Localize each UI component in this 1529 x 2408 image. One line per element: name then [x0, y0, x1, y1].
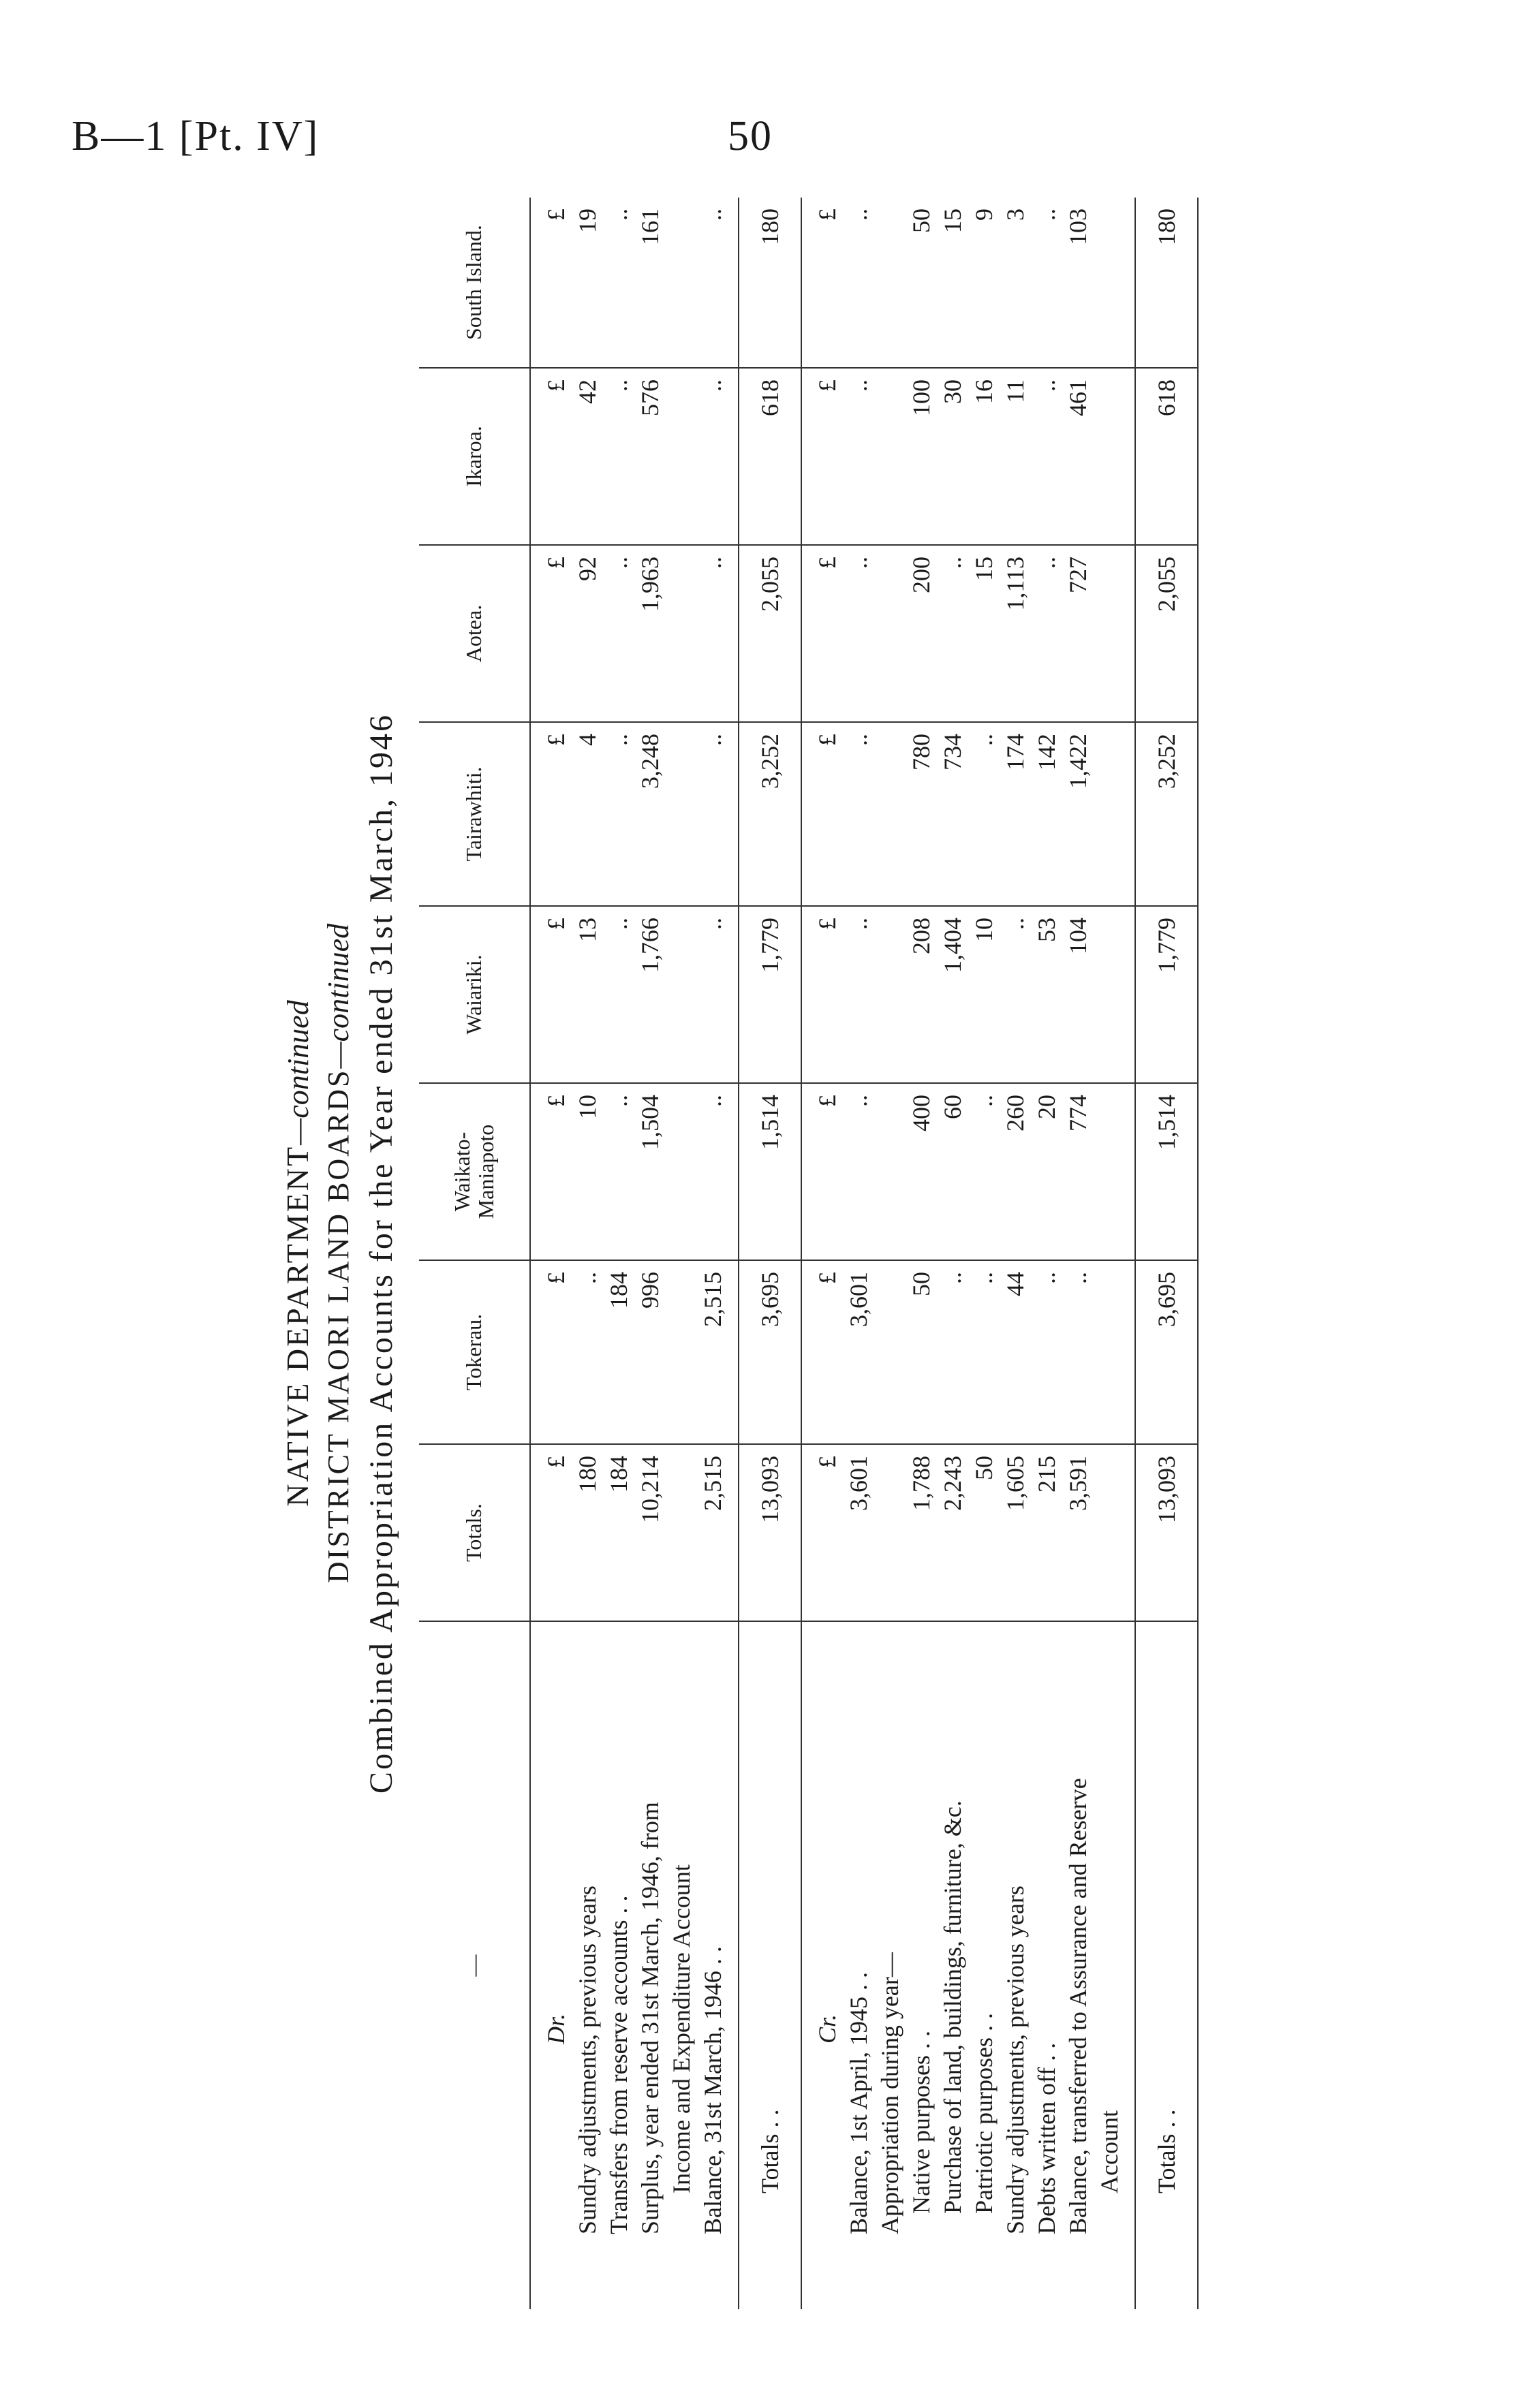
cell-value: 13 [572, 906, 603, 1083]
cell-value [666, 722, 697, 906]
cell-value: 1,788 [906, 1444, 937, 1621]
col-header-tokerau: Tokerau. [419, 1260, 530, 1444]
row-label [739, 1621, 801, 2309]
cell-value: 10 [968, 906, 1000, 1083]
cell-value [874, 545, 906, 722]
row-label-text: Surplus, year ended 31st March, 1946, from [636, 1802, 664, 2234]
col-header-ikaroa: Ikaroa. [419, 368, 530, 545]
cell-value: 400 [906, 1083, 937, 1260]
cell-value: 734 [937, 722, 968, 906]
cr-row [937, 198, 968, 2309]
cell-value: 3,248 [634, 722, 666, 906]
cell-value: 1,779 [1135, 906, 1198, 1083]
cell-value: 3,252 [739, 722, 801, 906]
row-label [843, 1621, 874, 2309]
cell-value: £ [801, 1260, 843, 1444]
cell-value: 208 [906, 906, 937, 1083]
row-label [968, 1621, 1000, 2309]
cell-value: £ [801, 545, 843, 722]
cell-value: £ [530, 545, 572, 722]
cell-value [1094, 545, 1135, 722]
cell-value [874, 198, 906, 368]
cell-value: .. [843, 1083, 874, 1260]
cell-value [1094, 198, 1135, 368]
header-row [419, 198, 530, 2309]
row-label [937, 1621, 968, 2309]
cell-value: 16 [968, 368, 1000, 545]
cell-value: .. [968, 722, 1000, 906]
cell-value: 618 [1135, 368, 1198, 545]
cell-value: 576 [634, 368, 666, 545]
row-label-text: Totals . . [756, 2109, 784, 2193]
cell-value: £ [801, 1444, 843, 1621]
cell-value: 180 [1135, 198, 1198, 368]
row-label-text: Totals . . [1153, 2109, 1180, 2193]
cell-value: 3 [1000, 198, 1031, 368]
dr-row [697, 198, 739, 2309]
title-boards: DISTRICT MAORI LAND BOARDS—continued [322, 923, 355, 1584]
cell-value [1094, 1444, 1135, 1621]
cell-value: .. [697, 722, 739, 906]
cell-value: £ [801, 368, 843, 545]
cell-value: £ [801, 1083, 843, 1260]
cell-value: .. [572, 1260, 603, 1444]
cell-value: .. [603, 198, 634, 368]
table-titles [259, 198, 400, 2309]
cell-value: 1,605 [1000, 1444, 1031, 1621]
cell-value: 780 [906, 722, 937, 906]
cell-value [666, 1083, 697, 1260]
row-label [906, 1621, 937, 2309]
row-label [634, 1621, 666, 2309]
cell-value: 20 [1031, 1083, 1062, 1260]
row-label-text: Native purposes . . [908, 2031, 935, 2214]
cell-value: .. [968, 1083, 1000, 1260]
cell-value [1094, 1083, 1135, 1260]
cell-value: 461 [1062, 368, 1094, 545]
cr-row [1094, 198, 1135, 2309]
row-label-text: Income and Expenditure Account [668, 1864, 695, 2193]
cell-value: £ [530, 722, 572, 906]
row-label-text: Sundry adjustments, previous years [1002, 1886, 1029, 2234]
cell-value: £ [801, 198, 843, 368]
cell-value: 2,243 [937, 1444, 968, 1621]
cr-row [1000, 198, 1031, 2309]
cell-value: £ [530, 1083, 572, 1260]
cell-value: 1,404 [937, 906, 968, 1083]
cell-value: 3,695 [739, 1260, 801, 1444]
row-label [697, 1621, 739, 2309]
dr-heading-row [530, 198, 572, 2309]
cell-value [874, 368, 906, 545]
row-label-text: Cr. [814, 2014, 841, 2044]
cell-value: 2,055 [1135, 545, 1198, 722]
cell-value [666, 545, 697, 722]
cell-value: 1,779 [739, 906, 801, 1083]
row-label [530, 1621, 572, 2309]
cell-value: 19 [572, 198, 603, 368]
cr-totals-row [1135, 198, 1198, 2309]
cell-value: 42 [572, 368, 603, 545]
cell-value: 142 [1031, 722, 1062, 906]
cell-value: 103 [1062, 198, 1094, 368]
cell-value: 50 [906, 1260, 937, 1444]
cell-value [666, 198, 697, 368]
col-header-tairawhiti: Tairawhiti. [419, 722, 530, 906]
cell-value: .. [697, 1083, 739, 1260]
row-label-text: Balance, transferred to Assurance and Reserve [1064, 1778, 1092, 2234]
cell-value: 200 [906, 545, 937, 722]
row-label-text: Purchase of land, buildings, furniture, &c. [939, 1800, 966, 2214]
cell-value: 30 [937, 368, 968, 545]
cell-value: 1,514 [739, 1083, 801, 1260]
cell-value: .. [603, 368, 634, 545]
document-reference: B—1 [Pt. IV] [72, 113, 320, 159]
cell-value [874, 722, 906, 906]
cell-value: 60 [937, 1083, 968, 1260]
cr-row [843, 198, 874, 2309]
cell-value: £ [530, 198, 572, 368]
cell-value: 1,766 [634, 906, 666, 1083]
dr-row [634, 198, 666, 2309]
cr-heading-row [801, 198, 843, 2309]
cell-value: 15 [968, 545, 1000, 722]
row-label-text: Debts written off . . [1033, 2042, 1060, 2234]
cell-value: 13,093 [1135, 1444, 1198, 1621]
row-label [603, 1621, 634, 2309]
cell-value: £ [530, 906, 572, 1083]
cell-value: 1,504 [634, 1083, 666, 1260]
appropriation-accounts-table [419, 198, 1199, 2309]
row-label-text: Sundry adjustments, previous years [574, 1886, 601, 2234]
col-header-description: — [419, 1621, 530, 2309]
col-header-totals: Totals. [419, 1444, 530, 1621]
cell-value: £ [530, 1260, 572, 1444]
cell-value: 3,601 [843, 1444, 874, 1621]
cell-value: 727 [1062, 545, 1094, 722]
cell-value: .. [843, 198, 874, 368]
cell-value: £ [530, 1444, 572, 1621]
cell-value [666, 1260, 697, 1444]
cell-value: 4 [572, 722, 603, 906]
dr-totals-row [739, 198, 801, 2309]
cell-value: 44 [1000, 1260, 1031, 1444]
row-label-text: Account [1096, 2110, 1123, 2193]
cell-value: .. [697, 368, 739, 545]
cell-value: .. [1062, 1260, 1094, 1444]
col-header-waikato-maniapoto: Waikato-Maniapoto [419, 1083, 530, 1260]
row-label [1031, 1621, 1062, 2309]
cell-value [874, 1083, 906, 1260]
cell-value [666, 1444, 697, 1621]
table-body [530, 198, 1198, 2309]
cell-value: .. [603, 722, 634, 906]
row-label [1062, 1621, 1094, 2309]
cell-value: 1,963 [634, 545, 666, 722]
title-accounts: Combined Appropriation Accounts for the Year ended 31st March, 1946 [363, 713, 399, 1794]
cell-value [666, 368, 697, 545]
col-header-waiariki: Waiariki. [419, 906, 530, 1083]
row-label-text: Dr. [542, 2013, 570, 2045]
row-label [572, 1621, 603, 2309]
cell-value: 92 [572, 545, 603, 722]
title-department: NATIVE DEPARTMENT—continued [280, 1000, 315, 1507]
cell-value: .. [843, 368, 874, 545]
cr-row [1062, 198, 1094, 2309]
cell-value: 2,515 [697, 1444, 739, 1621]
cell-value: 3,695 [1135, 1260, 1198, 1444]
cell-value [1094, 722, 1135, 906]
cell-value: 180 [572, 1444, 603, 1621]
cell-value: .. [968, 1260, 1000, 1444]
cr-row [874, 198, 906, 2309]
rotated-table-block [259, 198, 1180, 2309]
col-header-south-island: South Island. [419, 198, 530, 368]
cr-row [906, 198, 937, 2309]
cell-value: .. [1031, 198, 1062, 368]
cell-value: .. [603, 906, 634, 1083]
row-label [1135, 1621, 1198, 2309]
cell-value: 50 [968, 1444, 1000, 1621]
cell-value: .. [603, 1083, 634, 1260]
cell-value: 53 [1031, 906, 1062, 1083]
cell-value: 104 [1062, 906, 1094, 1083]
cell-value: 10,214 [634, 1444, 666, 1621]
cell-value: .. [1000, 906, 1031, 1083]
cell-value: £ [801, 906, 843, 1083]
row-label [666, 1621, 697, 2309]
cell-value: 10 [572, 1083, 603, 1260]
cell-value: 50 [906, 198, 937, 368]
cell-value: 184 [603, 1260, 634, 1444]
cell-value: .. [603, 545, 634, 722]
cell-value: .. [843, 722, 874, 906]
cell-value [1094, 368, 1135, 545]
dr-row [603, 198, 634, 2309]
cell-value: 1,113 [1000, 545, 1031, 722]
cell-value: 174 [1000, 722, 1031, 906]
cell-value: .. [843, 906, 874, 1083]
cell-value: 161 [634, 198, 666, 368]
row-label [874, 1621, 906, 2309]
row-label-text: Balance, 31st March, 1946 . . [699, 1946, 726, 2234]
cell-value [666, 906, 697, 1083]
row-label-text: Transfers from reserve accounts . . [605, 1895, 632, 2234]
cell-value: .. [937, 545, 968, 722]
cell-value: 9 [968, 198, 1000, 368]
cell-value: 184 [603, 1444, 634, 1621]
row-label-text: Appropriation during year— [876, 1952, 904, 2234]
cell-value: .. [937, 1260, 968, 1444]
cell-value: .. [697, 545, 739, 722]
cell-value: 1,514 [1135, 1083, 1198, 1260]
cell-value: .. [843, 545, 874, 722]
row-label [1000, 1621, 1031, 2309]
cr-row [1031, 198, 1062, 2309]
cell-value [874, 1260, 906, 1444]
cell-value: 260 [1000, 1083, 1031, 1260]
cell-value: 2,515 [697, 1260, 739, 1444]
cell-value: £ [801, 722, 843, 906]
cell-value: 1,422 [1062, 722, 1094, 906]
dr-row [666, 198, 697, 2309]
cell-value: 996 [634, 1260, 666, 1444]
cell-value: £ [530, 368, 572, 545]
cell-value [874, 1444, 906, 1621]
cell-value: 3,591 [1062, 1444, 1094, 1621]
cell-value: .. [1031, 1260, 1062, 1444]
cr-row [968, 198, 1000, 2309]
cell-value [1094, 906, 1135, 1083]
cell-value: 13,093 [739, 1444, 801, 1621]
cell-value: 618 [739, 368, 801, 545]
page-number: 50 [728, 113, 773, 159]
cell-value: 3,252 [1135, 722, 1198, 906]
cell-value: 3,601 [843, 1260, 874, 1444]
cell-value: .. [1031, 545, 1062, 722]
row-label-text: Patriotic purposes . . [970, 2013, 998, 2214]
cell-value: 11 [1000, 368, 1031, 545]
cell-value: 774 [1062, 1083, 1094, 1260]
dr-row [572, 198, 603, 2309]
row-label-text: Balance, 1st April, 1945 . . [845, 1972, 872, 2234]
cell-value: 215 [1031, 1444, 1062, 1621]
col-header-aotea: Aotea. [419, 545, 530, 722]
cell-value [874, 906, 906, 1083]
cell-value: 2,055 [739, 545, 801, 722]
cell-value: 180 [739, 198, 801, 368]
cell-value [1094, 1260, 1135, 1444]
cell-value: 100 [906, 368, 937, 545]
cell-value: .. [697, 198, 739, 368]
cell-value: 15 [937, 198, 968, 368]
row-label [801, 1621, 843, 2309]
cell-value: .. [697, 906, 739, 1083]
cell-value: .. [1031, 368, 1062, 545]
row-label [1094, 1621, 1135, 2309]
